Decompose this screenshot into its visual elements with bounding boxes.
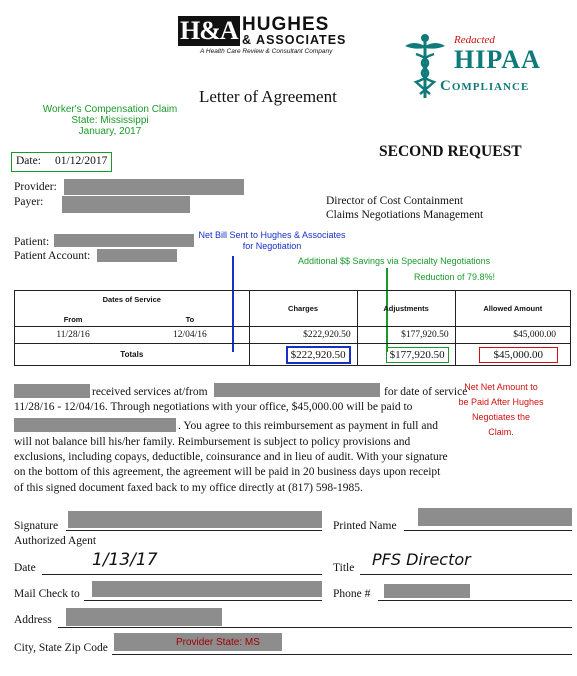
title-line[interactable] — [360, 574, 572, 575]
title-label: Title — [333, 562, 355, 574]
patient-name-redaction — [14, 384, 90, 398]
row-to: 12/04/16 — [172, 330, 207, 340]
payer-label: Payer: — [14, 196, 44, 208]
body-line6: on the bottom of this agreement, the agreement will be paid in 20 business days upon receipt — [14, 466, 441, 478]
city-state-zip-line[interactable] — [112, 654, 572, 655]
net-net-annotation: Net Net Amount to be Paid After Hughes Negotiates the Claim. — [458, 382, 544, 437]
printed-name-redaction — [418, 508, 572, 526]
patient-redaction — [54, 234, 194, 247]
date-sign-label: Date — [14, 562, 36, 574]
hughes-logo — [178, 14, 378, 56]
to-header: To — [185, 314, 195, 324]
service-table — [14, 290, 571, 366]
date-sign-line[interactable] — [42, 574, 322, 575]
provider-redaction — [64, 179, 244, 195]
company-tagline: A Health Care Review & Consultant Company — [200, 48, 333, 55]
phone-line[interactable] — [378, 600, 572, 601]
date-label: Date: — [16, 155, 41, 167]
net-bill-annotation: Net Bill Sent to Hughes & Associates for Negotiation — [198, 230, 346, 251]
mail-check-redaction — [92, 581, 322, 597]
totals-row — [15, 344, 571, 366]
letter-title: Letter of Agreement — [199, 87, 337, 106]
company-name-line1: HUGHES — [242, 14, 330, 35]
hipaa-title: HIPAA — [454, 45, 541, 74]
mail-check-label: Mail Check to — [14, 588, 80, 600]
signature-label: Signature — [14, 520, 59, 532]
company-name-line2: & ASSOCIATES — [242, 33, 347, 47]
totals-label: Totals — [120, 350, 144, 359]
body-line2: 11/28/16 - 12/04/16. Through negotiations with your office, $45,000.00 will be paid to — [14, 401, 413, 413]
row-charges: $222,920.50 — [303, 330, 351, 340]
hipaa-subtitle: Compliance — [440, 78, 530, 94]
body-line4: will not balance bill his/her family. Reimbursement is subject to policy provisions and — [14, 436, 411, 448]
address-label: Address — [14, 614, 52, 626]
date-value: 01/12/2017 — [55, 155, 108, 167]
claim-state: State: Mississippi — [71, 115, 149, 126]
reduction-annotation: Reduction of 79.8%! — [414, 272, 496, 282]
table-row — [15, 327, 571, 344]
provider-label: Provider: — [14, 181, 57, 193]
payee-redaction — [14, 418, 176, 432]
title-value: PFS Director — [372, 550, 471, 569]
body-line3: . You agree to this reimbursement as payment in full and — [178, 420, 438, 432]
hipaa-badge — [398, 30, 558, 102]
second-request-heading: SECOND REQUEST — [379, 143, 522, 160]
mail-check-line[interactable] — [84, 600, 322, 601]
date-sign-value: 1/13/17 — [92, 550, 158, 570]
body-line1-end: for date of service — [384, 386, 468, 398]
logo-mark: H&A — [180, 16, 238, 45]
row-adjustments: $177,920.50 — [401, 330, 449, 340]
adjustments-header: Adjustments — [383, 304, 429, 313]
body-line5: exclusions, including copays, deductible, coinsurance and in lieu of audit. With your signature — [14, 451, 448, 463]
facility-redaction — [214, 383, 380, 397]
printed-name-label: Printed Name — [333, 520, 397, 532]
patient-account-redaction — [97, 249, 177, 262]
total-adjustments: $177,920.50 — [386, 347, 449, 363]
claim-annotation — [40, 104, 180, 137]
phone-redaction — [384, 584, 470, 598]
signature-redaction — [68, 511, 322, 528]
address-line[interactable] — [58, 627, 572, 628]
payer-redaction — [62, 196, 190, 213]
hipaa-redacted-label: Redacted — [454, 34, 495, 46]
total-allowed: $45,000.00 — [479, 347, 559, 363]
phone-label: Phone # — [333, 588, 371, 600]
dates-header: Dates of Service — [102, 295, 161, 304]
patient-label: Patient: — [14, 236, 50, 248]
printed-name-line[interactable] — [404, 530, 572, 531]
signature-line[interactable] — [66, 530, 322, 531]
allowed-header: Allowed Amount — [483, 304, 543, 313]
savings-annotation: Additional $$ Savings via Specialty Negotiations — [298, 256, 491, 266]
body-line1-mid: received services at/from — [92, 386, 208, 398]
row-allowed: $45,000.00 — [513, 330, 556, 340]
row-from: 11/28/16 — [56, 330, 90, 340]
director-line2: Claims Negotiations Management — [326, 209, 484, 221]
address-redaction — [66, 608, 222, 626]
director-line1: Director of Cost Containment — [326, 195, 464, 207]
body-line7: of this signed document faxed back to my office directly at (817) 598-1985. — [14, 482, 363, 494]
charges-header: Charges — [288, 304, 319, 313]
from-header: From — [63, 314, 83, 324]
total-charges: $222,920.50 — [286, 346, 351, 364]
claim-type: Worker's Compensation Claim — [42, 104, 178, 115]
provider-state-annotation: Provider State: MS — [176, 637, 260, 648]
authorized-agent-label: Authorized Agent — [14, 535, 97, 547]
claim-date: January, 2017 — [78, 126, 142, 137]
city-state-zip-label: City, State Zip Code — [14, 642, 108, 654]
patient-account-label: Patient Account: — [14, 250, 91, 262]
